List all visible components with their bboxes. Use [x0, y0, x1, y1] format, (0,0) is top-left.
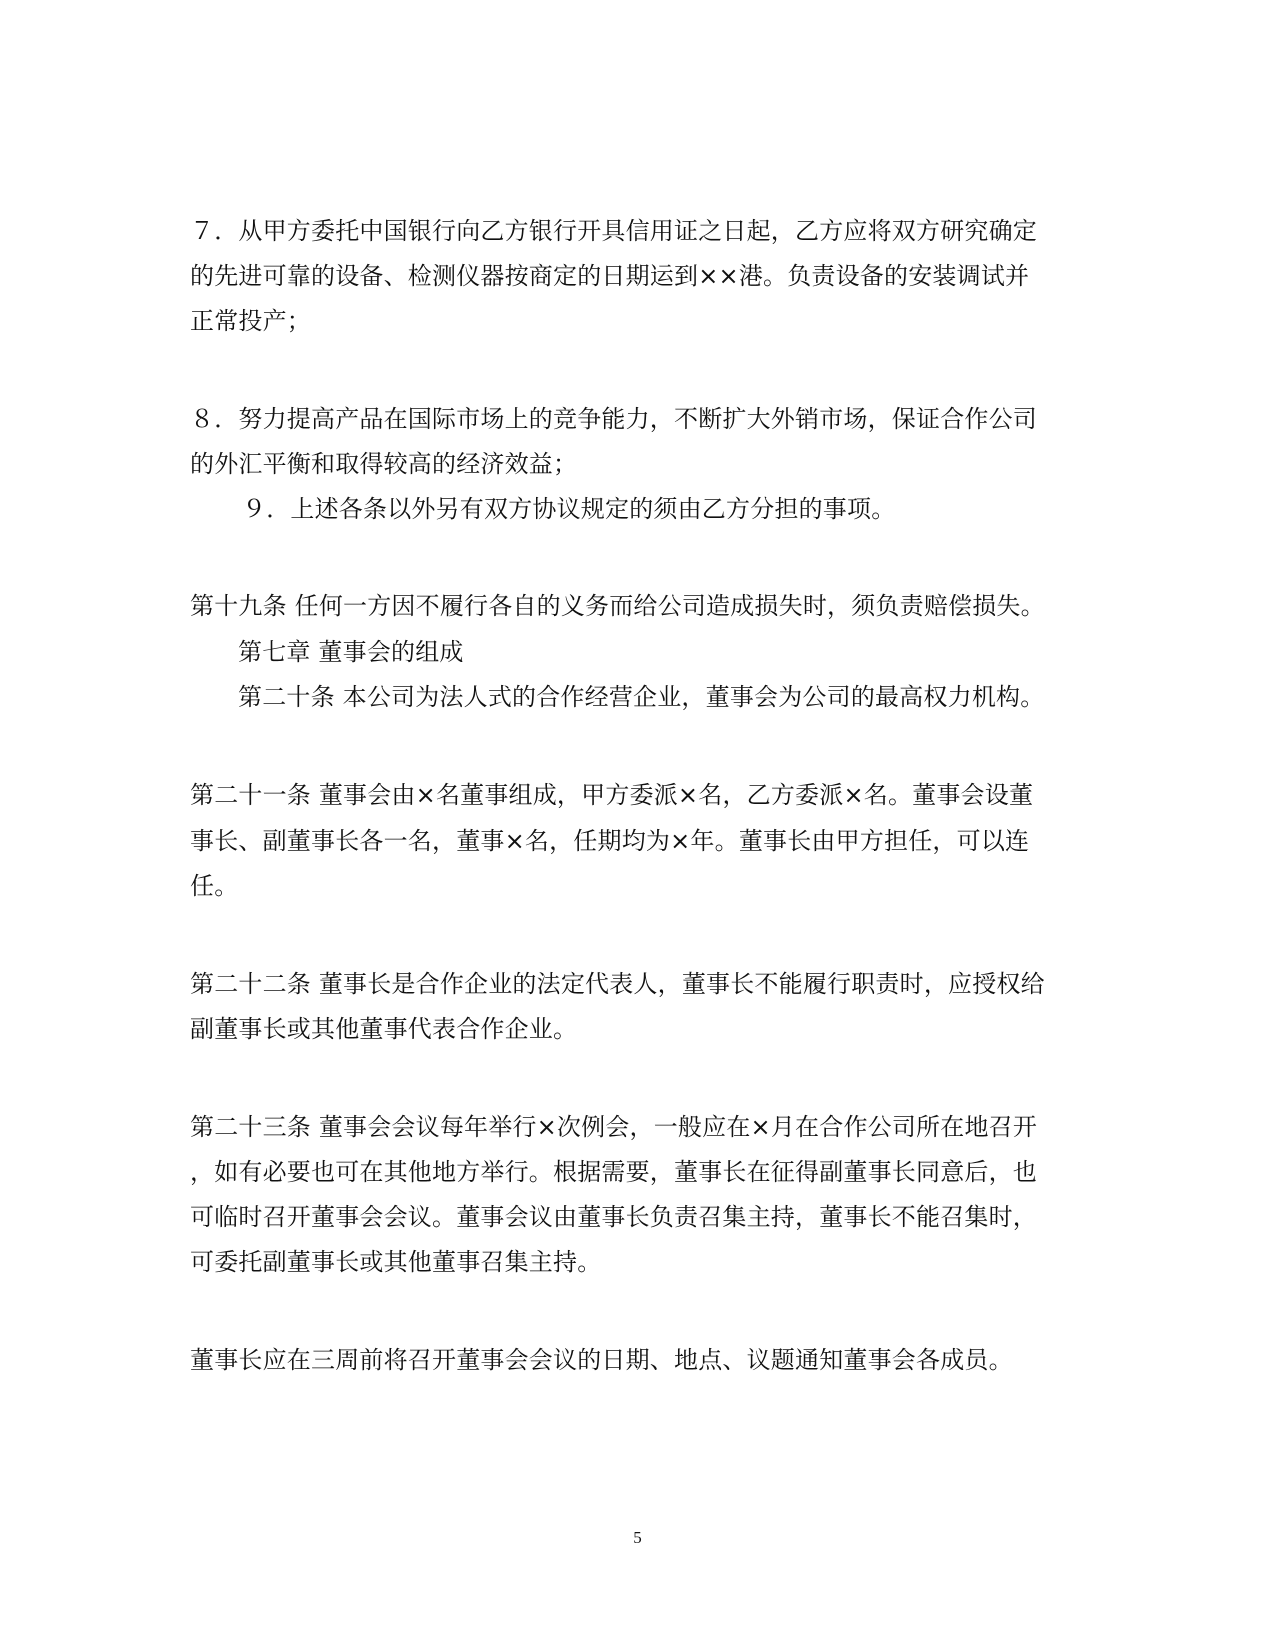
text-line: ８．努力提高产品在国际市场上的竞争能力，不断扩大外销市场，保证合作公司 — [190, 405, 1037, 433]
chapter-heading: 第七章 董事会的组成 — [238, 638, 464, 666]
text-line: 的先进可靠的设备、检测仪器按商定的日期运到××港。负责设备的安装调试并 — [190, 262, 1030, 290]
text-line: 任。 — [190, 872, 239, 900]
text-line: 第十九条 任何一方因不履行各自的义务而给公司造成损失时，须负责赔偿损失。 — [190, 592, 1045, 620]
page-number: 5 — [633, 1528, 642, 1547]
text-line: ，如有必要也可在其他地方举行。根据需要，董事长在征得副董事长同意后，也 — [190, 1158, 1037, 1186]
text-line: 的外汇平衡和取得较高的经济效益； — [190, 450, 578, 478]
text-line: 第二十条 本公司为法人式的合作经营企业，董事会为公司的最高权力机构。 — [238, 683, 1045, 711]
text-line: 可委托副董事长或其他董事召集主持。 — [190, 1248, 602, 1276]
text-line: 可临时召开董事会会议。董事会议由董事长负责召集主持，董事长不能召集时， — [190, 1203, 1037, 1231]
text-line: 第二十三条 董事会会议每年举行×次例会，一般应在×月在合作公司所在地召开 — [190, 1113, 1038, 1141]
text-line: 董事长应在三周前将召开董事会会议的日期、地点、议题通知董事会各成员。 — [190, 1346, 1013, 1374]
text-line: 第二十一条 董事会由×名董事组成，甲方委派×名，乙方委派×名。董事会设董 — [190, 781, 1034, 809]
text-line: 副董事长或其他董事代表合作企业。 — [190, 1015, 578, 1043]
text-line: ９．上述各条以外另有双方协议规定的须由乙方分担的事项。 — [242, 495, 896, 523]
text-line: 正常投产； — [190, 307, 311, 335]
text-line: 第二十二条 董事长是合作企业的法定代表人，董事长不能履行职责时，应授权给 — [190, 970, 1045, 998]
text-line: ７．从甲方委托中国银行向乙方银行开具信用证之日起，乙方应将双方研究确定 — [190, 217, 1037, 245]
text-line: 事长、副董事长各一名，董事×名，任期均为×年。董事长由甲方担任，可以连 — [190, 827, 1030, 855]
